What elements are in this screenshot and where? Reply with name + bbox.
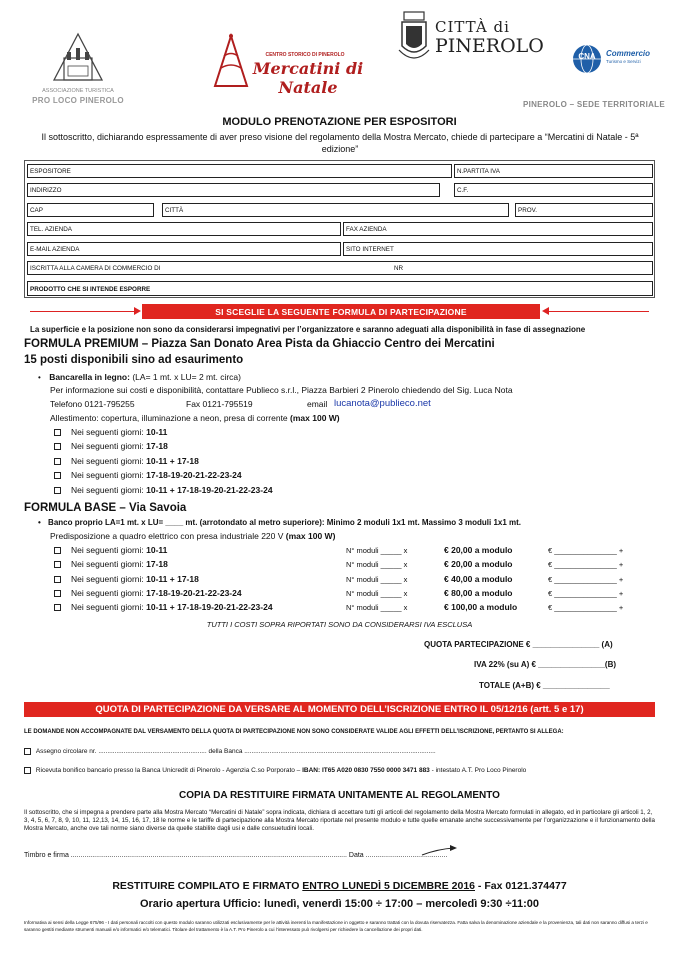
privacy-text: Informativa ai sensi della Legge 675/96 - I dati personali raccolti con questo modulo saranno utilizzati esclusivamente per le attività inerenti la manifestazione in oggetto e saranno trattati con la dovuta riservatezza. Fatta salva la denominazione aziendale e la provenienza, tali dati non saranno diffusi a terzi e saranno gestiti mediante strumenti manuali e/o informatici e/o telematici. Titolare del trattamento è la A.T. Pro Pinerolo a cui l’interessato può rivolgersi per richiedere la cancellazione dei propri dati. — [24, 920, 648, 932]
orario-line: Orario apertura Ufficio: lunedì, venerdì 15:00 ÷ 17:00 – mercoledì 9:30 ÷11:00 — [139, 898, 540, 910]
base-option-row — [54, 602, 273, 612]
prodotto-field[interactable] — [27, 281, 653, 296]
indirizzo-label: INDIRIZZO — [30, 186, 62, 194]
days-label: Nei seguenti giorni: — [71, 588, 144, 598]
bullet-icon: • — [38, 518, 41, 527]
iban-text: IBAN: IT65 A020 0830 7550 0000 3471 883 — [302, 767, 430, 775]
formula-banner: SI SCEGLIE LA SEGUENTE FORMULA DI PARTECIPAZIONE — [142, 304, 540, 319]
citta-line1: CITTÀ di — [435, 18, 510, 36]
base-option-total-input[interactable]: € _______________ + — [548, 575, 624, 584]
base-option-row — [54, 559, 168, 569]
predisposizione-max: (max 100 W) — [285, 531, 336, 541]
premium-email-link[interactable]: lucanota@publieco.net — [334, 398, 431, 409]
premium-option-days: 17-18-19-20-21-22-23-24 — [146, 470, 242, 480]
base-option-checkbox[interactable] — [54, 561, 61, 568]
base-option-days: 17-18 — [146, 559, 168, 569]
provincia-label: PROV. — [518, 206, 538, 214]
base-option-days: 10-11 — [146, 545, 168, 555]
bullet-icon: • — [38, 373, 41, 382]
premium-option-days: 10-11 + 17-18 — [146, 456, 199, 466]
proloco-caption: ASSOCIAZIONE TURISTICA — [42, 88, 114, 94]
restituire-pre: RESTITUIRE COMPILATO E FIRMATO — [112, 880, 300, 892]
quota-banner: QUOTA DI PARTECIPAZIONE DA VERSARE AL MOMENTO DELL’ISCRIZIONE ENTRO IL 05/12/16 (artt. 5 e 17) — [24, 702, 655, 717]
base-option-total-input[interactable]: € _______________ + — [548, 560, 624, 569]
cna-commercio: Commercio — [606, 49, 651, 58]
premium-option-checkbox[interactable] — [54, 487, 61, 494]
cna-logo — [572, 44, 662, 84]
restituire-line — [0, 880, 679, 892]
base-option-row — [54, 574, 199, 584]
fax-field[interactable] — [343, 222, 653, 236]
sede-territoriale: PINEROLO – SEDE TERRITORIALE — [522, 100, 665, 109]
domande-text: LE DOMANDE NON ACCOMPAGNATE DAL VERSAMENTO DELLA QUOTA DI PARTECIPAZIONE NON SONO CONSIDERATE VALIDE AGLI EFFETTI DELL’ISCRIZIONE, PERTANTO SI ALLEGA: — [24, 729, 564, 735]
espositore-label: ESPOSITORE — [30, 167, 71, 175]
mercatini-caption: CENTRO STORICO DI PINEROLO — [265, 52, 345, 58]
mercatini-title: Mercatini di Natale — [252, 59, 364, 97]
bancarella-line — [38, 372, 241, 382]
intro-text: Il sottoscritto, dichiarando espressamente di aver preso visione del regolamento della Mostra Mercato, chiede di partecipare a “Mercatini di Natale - 5ª edizione” — [41, 132, 639, 154]
days-label: Nei seguenti giorni: — [71, 602, 144, 612]
iva-line: IVA 22% (su A) € _______________(B) — [474, 660, 617, 669]
banco-line — [38, 518, 521, 527]
days-label: Nei seguenti giorni: — [71, 485, 144, 495]
codice-fiscale-label: C.F. — [457, 186, 469, 194]
premium-option-row — [54, 470, 242, 480]
castle-icon — [38, 28, 118, 84]
premium-option-row — [54, 427, 167, 437]
base-option-checkbox[interactable] — [54, 590, 61, 597]
citta-line2: PINEROLO — [435, 35, 544, 57]
allestimento-max: (max 100 W) — [290, 413, 340, 423]
mercatini-logo — [205, 28, 380, 98]
sito-internet-label: SITO INTERNET — [346, 245, 394, 253]
sito-internet-field[interactable] — [343, 242, 653, 256]
days-label: Nei seguenti giorni: — [71, 545, 144, 555]
base-option-price: € 40,00 a modulo — [444, 574, 513, 584]
base-option-days: 10-11 + 17-18-19-20-21-22-23-24 — [146, 602, 273, 612]
premium-allestimento — [50, 413, 340, 423]
bonifico-line — [24, 767, 526, 774]
provincia-field[interactable] — [515, 203, 653, 217]
camera-commercio-label: ISCRITTA ALLA CAMERA DI COMMERCIO DI — [30, 264, 161, 272]
codice-fiscale-field[interactable] — [454, 183, 653, 197]
premium-option-days: 10-11 — [146, 427, 168, 437]
moduli-input[interactable]: N° moduli _____ x — [346, 589, 408, 598]
proloco-name: PRO LOCO PINEROLO — [32, 96, 124, 105]
premium-fax: Fax 0121-795519 — [186, 399, 253, 409]
assegno-text: Assegno circolare nr. ............................................................ della Banca .......................................................................................................... — [35, 748, 436, 756]
sottoscritto-text: Il sottoscritto, che si impegna a prendere parte alla Mostra Mercato “Mercatini di Natale” sopra indicata, dichiara di accettare tutti gli articoli del regolamento della Mostra Mercato formulati in allegato, ed in particolare gli articoli 1, 2, 3, 4, 5, 6, 7, 8, 9, 10, 11, 12,13, 14, 15, 16, 17, 18 le norme e le tariffe di partecipazione alla Mostra Mercato riportate nel presente modulo e tutte quelle emanate anche successivamente per l’organizzazione e il funzionamento della Mostra Mercato, anche ove tali norme siano diverse da quelle stabilite dagli usi e dalle consuetudini locali. — [24, 809, 655, 832]
base-option-price: € 80,00 a modulo — [444, 588, 513, 598]
days-label: Nei seguenti giorni: — [71, 574, 144, 584]
cna-name: CNA — [578, 52, 596, 61]
arrow-right-line — [549, 311, 649, 312]
indirizzo-field[interactable] — [27, 183, 440, 197]
proloco-logo — [38, 28, 118, 84]
bancarella-label: Bancarella in legno: — [49, 372, 130, 382]
premium-option-checkbox[interactable] — [54, 429, 61, 436]
arrow-right-icon — [134, 307, 141, 315]
premium-posti: 15 posti disponibili sino ad esaurimento — [24, 354, 244, 366]
telefono-field[interactable] — [27, 222, 341, 236]
days-label: Nei seguenti giorni: — [71, 441, 144, 451]
base-title: FORMULA BASE – Via Savoia — [24, 502, 187, 514]
email-label: E-MAIL AZIENDA — [30, 245, 80, 253]
premium-info: Per informazione sui costi e disponibilità, contattare Publieco s.r.l., Piazza Barbieri 2 Pinerolo chiedendo del Sig. Luca Nota — [50, 385, 513, 395]
base-option-price: € 100,00 a modulo — [444, 602, 518, 612]
assegno-checkbox[interactable] — [24, 748, 31, 755]
citta-label: CITTÀ — [165, 206, 184, 214]
days-label: Nei seguenti giorni: — [71, 470, 144, 480]
premium-option-checkbox[interactable] — [54, 443, 61, 450]
espositore-field[interactable] — [27, 164, 452, 178]
citta-logo — [395, 10, 555, 70]
moduli-input[interactable]: N° moduli _____ x — [346, 546, 408, 555]
totale-line: TOTALE (A+B) € _______________ — [479, 681, 610, 690]
fax-label: FAX AZIENDA — [346, 225, 387, 233]
email-field[interactable] — [27, 242, 341, 256]
bonifico-checkbox[interactable] — [24, 767, 31, 774]
premium-option-checkbox[interactable] — [54, 472, 61, 479]
coat-of-arms-icon — [397, 10, 431, 66]
assegno-line — [24, 748, 436, 755]
base-option-checkbox[interactable] — [54, 576, 61, 583]
base-option-row — [54, 588, 242, 598]
restituire-fax: - Fax 0121.374477 — [477, 880, 567, 892]
bancarella-dims: (LA= 1 mt. x LU= 2 mt. circa) — [132, 372, 241, 382]
premium-option-checkbox[interactable] — [54, 458, 61, 465]
citta-field[interactable] — [162, 203, 509, 217]
predisposizione — [50, 531, 335, 541]
arrow-left-line — [30, 311, 134, 312]
partita-iva-label: N.PARTITA IVA — [457, 167, 500, 175]
base-option-days: 10-11 + 17-18 — [146, 574, 199, 584]
base-option-total-input[interactable]: € _______________ + — [548, 589, 624, 598]
quota-partecipazione: QUOTA PARTECIPAZIONE € _______________ (A) — [424, 640, 613, 649]
timbro-firma-line[interactable]: Timbro e firma .............................................................................................................................................. Data .......................................... — [24, 852, 448, 859]
premium-option-row — [54, 456, 199, 466]
partita-iva-field[interactable] — [454, 164, 653, 178]
premium-option-row — [54, 441, 168, 451]
moduli-input[interactable]: N° moduli _____ x — [346, 575, 408, 584]
premium-option-days: 10-11 + 17-18-19-20-21-22-23-24 — [146, 485, 273, 495]
cna-subtitle: Turismo e Servizi — [606, 59, 641, 64]
predisposizione-text: Predisposizione a quadro elettrico con presa industriale 220 V — [50, 531, 284, 541]
base-option-checkbox[interactable] — [54, 604, 61, 611]
premium-option-days: 17-18 — [146, 441, 168, 451]
arrow-left-icon — [542, 307, 549, 315]
moduli-input[interactable]: N° moduli _____ x — [346, 603, 408, 612]
bonifico-text: Ricevuta bonifico bancario presso la Banca Unicredit di Pinerolo - Agenzia C.so Porporato – — [35, 767, 301, 775]
page-title: MODULO PRENOTAZIONE PER ESPOSITORI — [222, 116, 457, 128]
banco-text: Banco proprio LA=1 mt. x LU= ____ mt. (arrotondato al metro superiore): Minimo 2 moduli 1x1 mt. Massimo 3 moduli 1x1 mt. — [48, 518, 522, 527]
cap-field[interactable] — [27, 203, 154, 217]
base-option-days: 17-18-19-20-21-22-23-24 — [146, 588, 242, 598]
iva-note: TUTTI I COSTI SOPRA RIPORTATI SONO DA CONSIDERARSI IVA ESCLUSA — [206, 620, 473, 629]
moduli-input[interactable]: N° moduli _____ x — [346, 560, 408, 569]
base-option-row — [54, 545, 167, 555]
prodotto-label: PRODOTTO CHE SI INTENDE ESPORRE — [30, 285, 151, 293]
camera-commercio-field[interactable] — [27, 261, 653, 275]
base-option-checkbox[interactable] — [54, 547, 61, 554]
telefono-label: TEL. AZIENDA — [30, 225, 72, 233]
base-option-price: € 20,00 a modulo — [444, 545, 513, 555]
base-option-total-input[interactable]: € _______________ + — [548, 603, 624, 612]
days-label: Nei seguenti giorni: — [71, 559, 144, 569]
premium-telefono: Telefono 0121-795255 — [50, 399, 135, 409]
premium-title: FORMULA PREMIUM – Piazza San Donato Area Pista da Ghiaccio Centro dei Mercatini — [24, 338, 495, 350]
cap-label: CAP — [30, 206, 43, 214]
nr-label: NR — [394, 264, 404, 272]
allestimento-text: Allestimento: copertura, illuminazione a neon, presa di corrente — [50, 413, 288, 423]
days-label: Nei seguenti giorni: — [71, 456, 144, 466]
restituire-deadline: ENTRO LUNEDÌ 5 DICEMBRE 2016 — [302, 880, 475, 892]
base-option-total-input[interactable]: € _______________ + — [548, 546, 624, 555]
copia-title: COPIA DA RESTITUIRE FIRMATA UNITAMENTE AL REGOLAMENTO — [179, 790, 500, 801]
days-label: Nei seguenti giorni: — [71, 427, 144, 437]
premium-email-label: email — [307, 399, 328, 409]
premium-option-row — [54, 485, 273, 495]
pen-arrow-icon — [420, 845, 460, 857]
disclaimer: La superficie e la posizione non sono da considerarsi impegnativi per l’organizzatore e saranno adeguati alla disponibilità in fase di assegnazione — [30, 325, 586, 334]
base-option-price: € 20,00 a modulo — [444, 559, 513, 569]
bonifico-tail: - intestato A.T. Pro Loco Pinerolo — [431, 767, 527, 775]
